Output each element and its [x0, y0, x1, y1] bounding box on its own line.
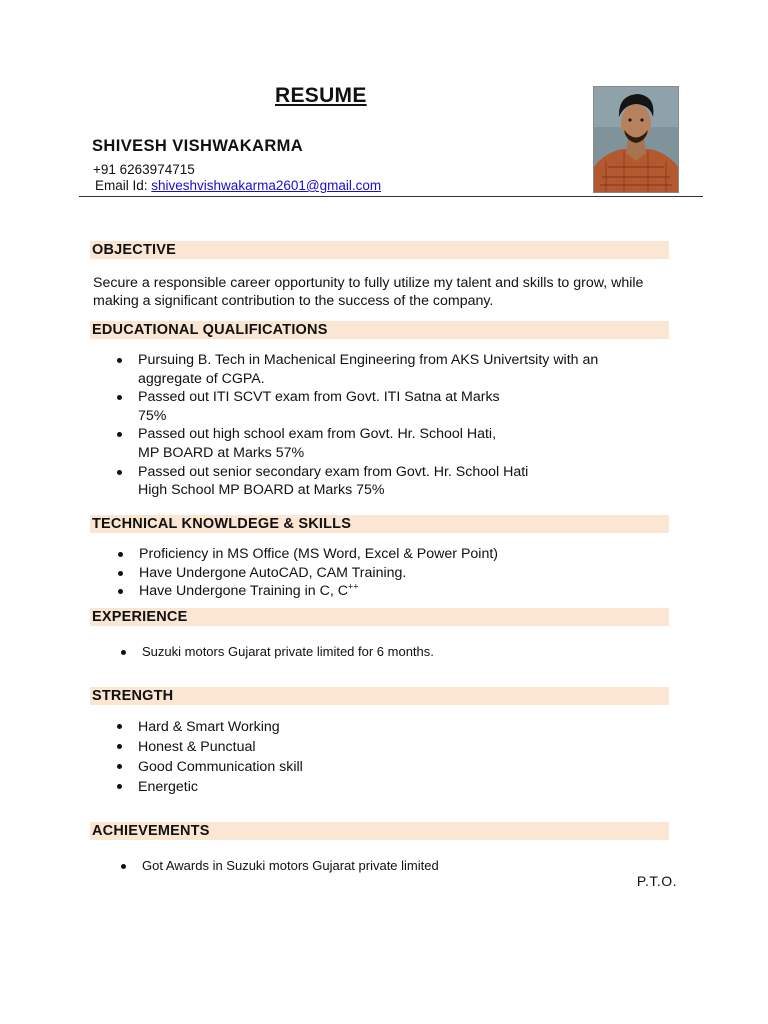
- education-item-line: 75%: [138, 407, 167, 424]
- list-item: [114, 388, 674, 425]
- list-item: Good Communication skill: [114, 757, 674, 777]
- list-item: [114, 463, 674, 500]
- skill-text: Have Undergone Training in C, C: [139, 583, 348, 600]
- list-item: Energetic: [114, 777, 674, 797]
- section-heading-skills: TECHNICAL KNOWLDEGE & SKILLS: [90, 515, 669, 533]
- list-item: Hard & Smart Working: [114, 717, 674, 737]
- list-item: Honest & Punctual: [114, 737, 674, 757]
- superscript-plus: ++: [347, 581, 359, 592]
- phone-number: +91 6263974715: [93, 162, 195, 177]
- email-label: Email Id:: [95, 178, 152, 193]
- education-item-line: Passed out ITI SCVT exam from Govt. ITI Satna at Marks: [138, 389, 500, 406]
- education-list: [114, 351, 674, 500]
- list-item: Got Awards in Suzuki motors Gujarat private limited: [118, 857, 678, 876]
- education-item-line: Pursuing B. Tech in Machenical Engineering from AKS Univertsity with an: [138, 352, 599, 368]
- section-heading-strength: STRENGTH: [90, 687, 669, 705]
- list-item: [114, 425, 674, 462]
- education-item-line: High School MP BOARD at Marks 75%: [138, 482, 385, 499]
- section-heading-achievements: ACHIEVEMENTS: [90, 822, 669, 840]
- list-item: Suzuki motors Gujarat private limited for 6 months.: [118, 643, 678, 662]
- education-item-line: Passed out high school exam from Govt. Hr. School Hati,: [138, 426, 497, 443]
- list-item: [115, 582, 675, 601]
- candidate-name: SHIVESH VISHWAKARMA: [92, 137, 304, 155]
- section-heading-experience: EXPERIENCE: [90, 608, 669, 626]
- email-link[interactable]: shiveshvishwakarma2601@gmail.com: [151, 178, 382, 193]
- email-line: [95, 178, 381, 193]
- education-item-line: Passed out senior secondary exam from Govt. Hr. School Hati: [138, 463, 529, 480]
- experience-list: [118, 643, 678, 662]
- list-item: Have Undergone AutoCAD, CAM Training.: [115, 564, 675, 583]
- education-item-line: aggregate of CGPA.: [138, 370, 265, 387]
- profile-photo: [593, 86, 679, 193]
- section-heading-objective: OBJECTIVE: [90, 241, 669, 259]
- list-item: [114, 351, 674, 388]
- achievements-list: [118, 857, 678, 876]
- strength-list: [114, 717, 674, 797]
- education-item-line: MP BOARD at Marks 57%: [138, 444, 305, 461]
- header-divider: [79, 196, 703, 197]
- page-turn-note: P.T.O.: [636, 873, 677, 889]
- profile-photo-image: [594, 87, 678, 192]
- skills-list: [115, 545, 675, 601]
- list-item: Proficiency in MS Office (MS Word, Excel & Power Point): [115, 545, 675, 564]
- section-heading-education: EDUCATIONAL QUALIFICATIONS: [90, 321, 669, 339]
- objective-text: Secure a responsible career opportunity to fully utilize my talent and skills to grow, while making a significant contribution to the success of the company.: [93, 275, 644, 309]
- resume-title: RESUME: [275, 84, 367, 107]
